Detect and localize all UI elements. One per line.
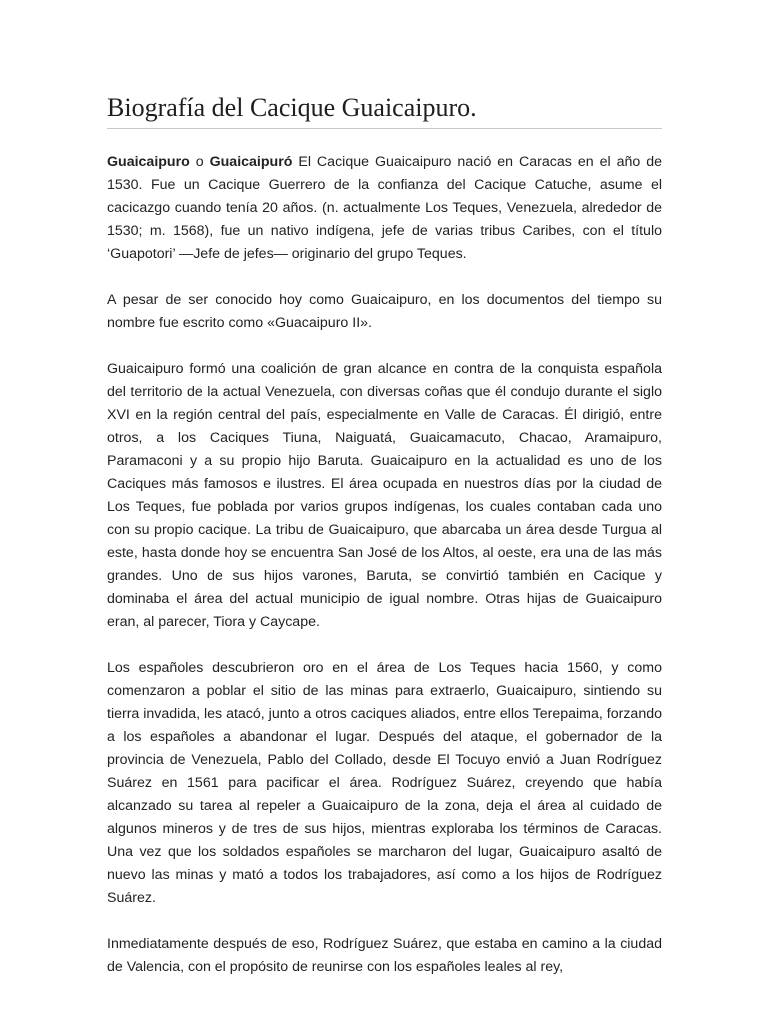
- paragraph-1-text: El Cacique Guaicaipuro nació en Caracas en el año de 1530. Fue un Cacique Guerrero de la confianza del Cacique Catuche, asume el cacicazgo cuando tenía 20 años. (n. actualmente Los Teques, Venezuela, alrededor de 1530; m. 1568), fue un nativo indígena, jefe de varias tribus Caribes, con el título ‘Guapotori’ —Jefe de jefes— originario del grupo Teques.: [107, 154, 662, 262]
- connector-text: o: [189, 154, 210, 170]
- paragraph-5: Inmediatamente después de eso, Rodríguez Suárez, que estaba en camino a la ciudad de Valencia, con el propósito de reunirse con los españoles leales al rey,: [107, 936, 662, 975]
- document-body: [107, 151, 662, 979]
- bold-name-guaicaipuro: Guaicaipuro: [107, 154, 190, 170]
- paragraph-4: Los españoles descubrieron oro en el área de Los Teques hacia 1560, y como comenzaron a poblar el sitio de las minas para extraerlo, Guaicaipuro, sintiendo su tierra invadida, les atacó, junto a otros caciques aliados, entre ellos Terepaima, forzando a los españoles a abandonar el lugar. Después del ataque, el gobernador de la provincia de Venezuela, Pablo del Collado, desde El Tocuyo envió a Juan Rodríguez Suárez en 1561 para pacificar el área. Rodríguez Suárez, creyendo que había alcanzado su tarea al repeler a Guaicaipuro de la zona, deja el área al cuidado de algunos mineros y de tres de sus hijos, mientras exploraba los términos de Caracas. Una vez que los soldados españoles se marcharon del lugar, Guaicaipuro asaltó de nuevo las minas y mató a todos los trabajadores, así como a los hijos de Rodríguez Suárez.: [107, 660, 662, 906]
- paragraph-3: Guaicaipuro formó una coalición de gran alcance en contra de la conquista española del territorio de la actual Venezuela, con diversas coñas que él condujo durante el siglo XVI en la región central del país, especialmente en Valle de Caracas. Él dirigió, entre otros, a los Caciques Tiuna, Naiguatá, Guaicamacuto, Chacao, Aramaipuro, Paramaconi y a su propio hijo Baruta. Guaicaipuro en la actualidad es uno de los Caciques más famosos e ilustres. El área ocupada en nuestros días por la ciudad de Los Teques, fue poblada por varios grupos indígenas, los cuales contaban cada uno con su propio cacique. La tribu de Guaicaipuro, que abarcaba un área desde Turgua al este, hasta donde hoy se encuentra San José de los Altos, al oeste, era una de las más grandes. Uno de sus hijos varones, Baruta, se convirtió también en Cacique y dominaba el área del actual municipio de igual nombre. Otras hijas de Guaicaipuro eran, al parecer, Tiora y Caycape.: [107, 361, 662, 630]
- bold-name-guaicaipuro-variant: Guaicaipuró: [209, 154, 293, 170]
- document-title: Biografía del Cacique Guaicaipuro.: [107, 92, 662, 129]
- document-page: [107, 92, 662, 1002]
- paragraph-1: [107, 151, 662, 266]
- paragraph-2: A pesar de ser conocido hoy como Guaicaipuro, en los documentos del tiempo su nombre fue escrito como «Guacaipuro II».: [107, 292, 662, 331]
